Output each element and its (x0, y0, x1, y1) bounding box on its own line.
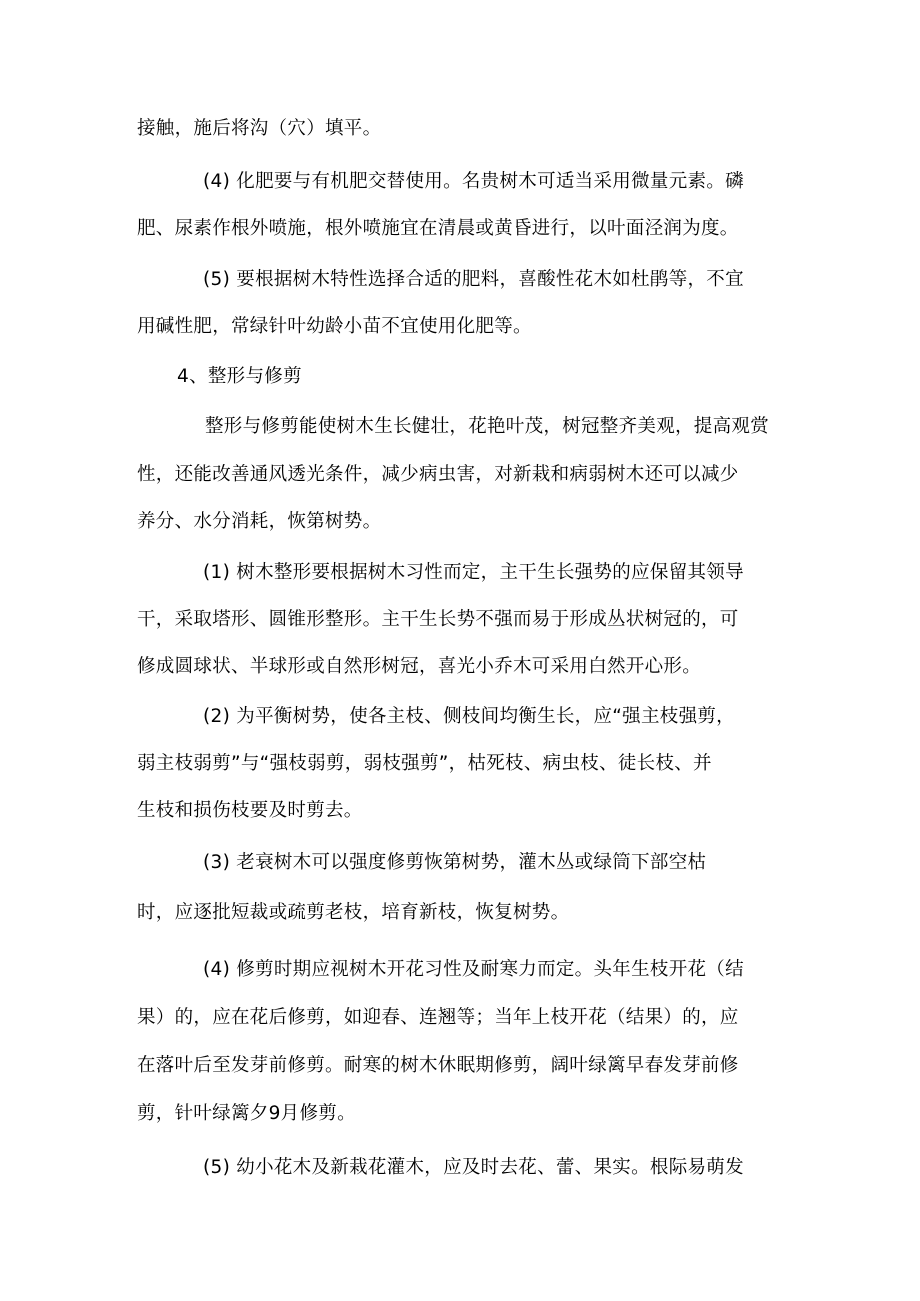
text-line: 干，采取塔形、圆锥形整形。主干生长势不强而易于形成丛状树冠的，可 (137, 609, 739, 630)
text-line: 性，还能改善通风透光条件，减少病虫害，对新栽和病弱树木还可以减少 (137, 464, 739, 485)
text-line: 肥、尿素作根外喷施，根外喷施宜在清晨或黄昏进行，以叶面泾润为度。 (137, 218, 739, 239)
text-line: (2) 为平衡树势，使各主枝、侧枝间均衡生长，应“强主枝强剪， (203, 706, 735, 727)
text-line: 修成圆球状、半球形或自然形树冠，喜光小乔木可采用白然开心形。 (137, 656, 702, 677)
text-line: 养分、水分消耗，恢第树势。 (137, 511, 382, 532)
text-line: 在落叶后至发芽前修剪。耐寒的树木休眠期修剪，阔叶绿篱早春发芽前修 (137, 1055, 739, 1076)
text-line: (5) 幼小花木及新栽花灌木，应及时去花、蕾、果实。根际易萌发 (203, 1157, 744, 1178)
text-line: 接触，施后将沟（穴）填平。 (137, 118, 382, 139)
text-line: (1) 树木整形要根据树木习性而定，主干生长强势的应保留其领导 (203, 562, 744, 583)
text-line: 弱主枝弱剪”与“强枝弱剪，弱枝强剪”，枯死枝、病虫枝、徒长枝、并 (137, 753, 712, 774)
text-line: 时，应逐批短裁或疏剪老枝，培育新枝，恢复树势。 (137, 902, 570, 923)
text-line: 果）的，应在花后修剪，如迎春、连翘等；当年上枝开花（结果）的，应 (137, 1007, 739, 1028)
text-line: (3) 老衰树木可以强度修剪恢第树势，灌木丛或绿筒下部空枯 (203, 852, 707, 873)
text-line: (5) 要根据树木特性选择合适的肥料，喜酸性花木如杜鹃等，不宜 (203, 269, 744, 290)
section-heading: 4、整形与修剪 (177, 366, 302, 387)
text-line: 用碱性肥，常绿针叶幼龄小苗不宜使用化肥等。 (137, 316, 532, 337)
text-line: 生枝和损伤枝要及时剪去。 (137, 800, 363, 821)
text-line: (4) 化肥要与有机肥交替使用。名贵树木可适当采用微量元素。磷 (203, 171, 744, 192)
text-line: (4) 修剪时期应视树木开花习性及耐寒力而定。头年生枝开花（结 (203, 959, 744, 980)
text-line: 整形与修剪能使树木生长健壮，花艳叶茂，树冠整齐美观，提高观赏 (205, 416, 770, 437)
text-line: 剪，针叶绿篱夕9月修剪。 (137, 1103, 356, 1124)
